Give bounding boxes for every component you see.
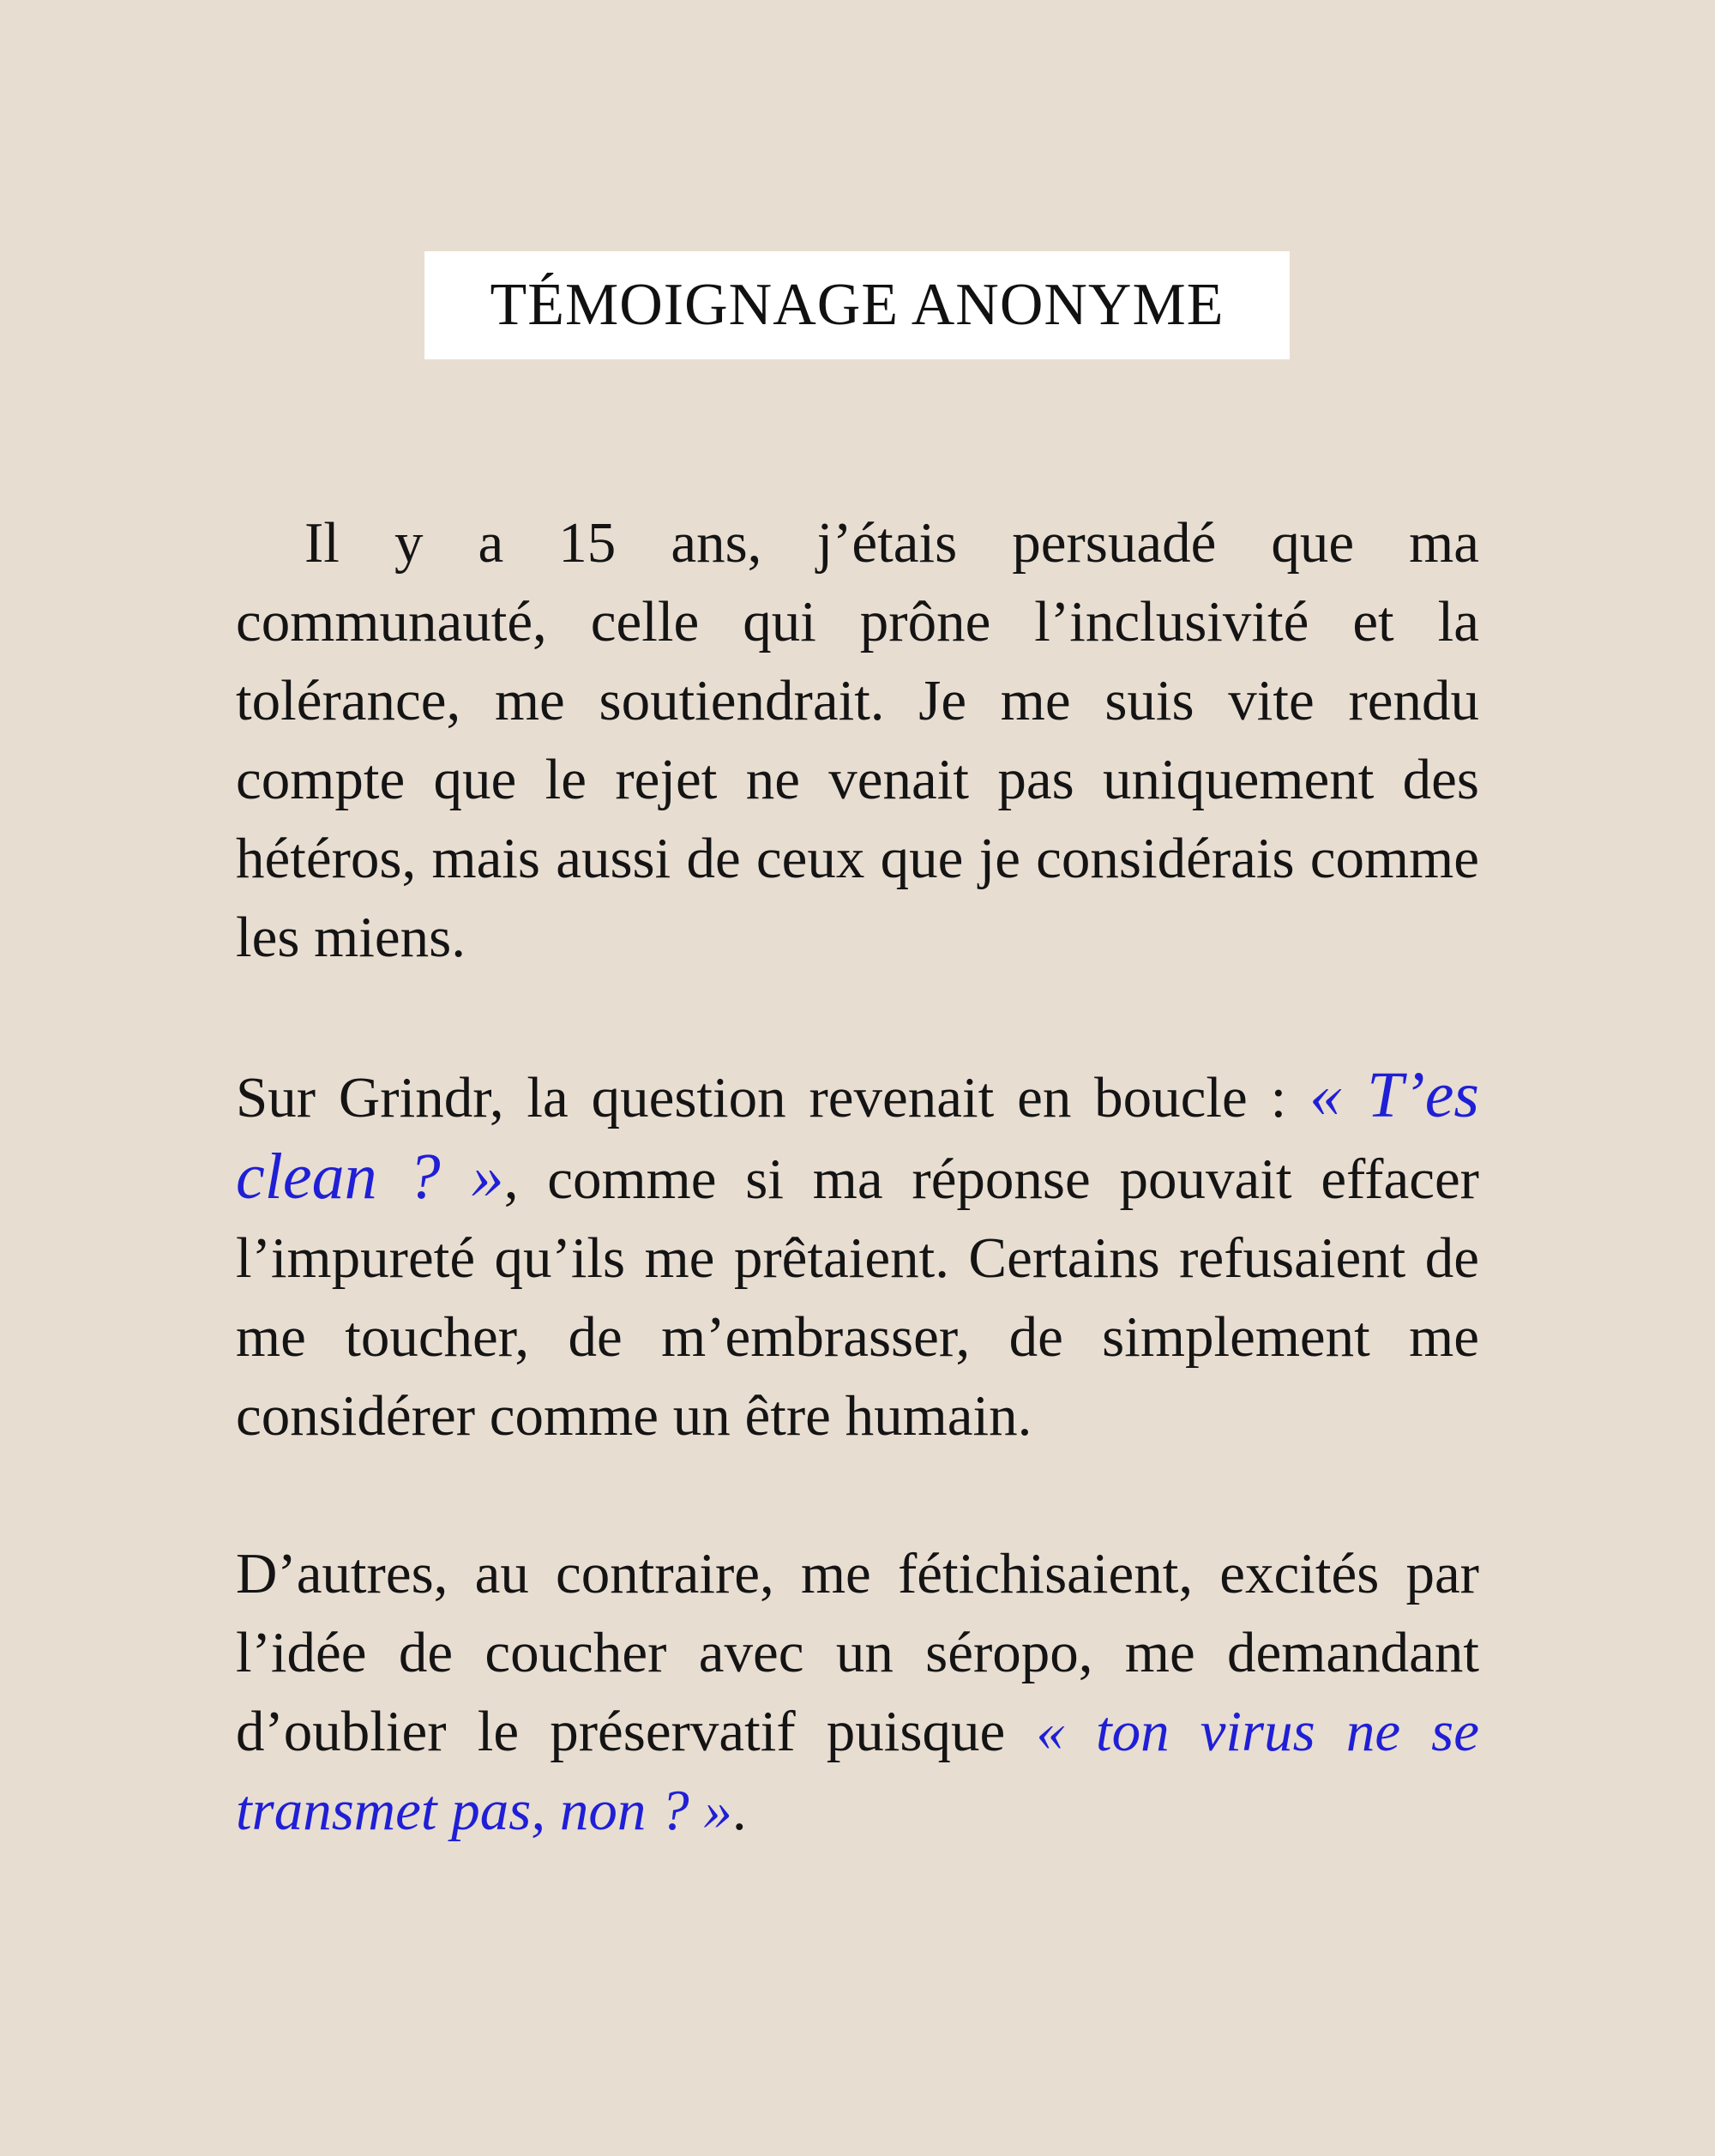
- page-title: TÉMOIGNAGE ANONYME: [490, 272, 1225, 338]
- paragraph-2-intro: Sur Grindr, la question revenait en boucle :: [236, 1066, 1310, 1129]
- paragraph-3-intro: D’autres, au contraire, me fétichisaient, excités par l’idée de coucher avec un séropo, me demandant d’oublier le préservatif puisque: [236, 1542, 1479, 1763]
- paragraph-2-quote: « T’es clean ? »: [236, 1059, 1479, 1213]
- paragraph-3-quote: « ton virus ne se transmet pas, non ? »: [236, 1700, 1479, 1842]
- paragraph-3-rest: .: [731, 1779, 747, 1842]
- paragraph-2: [236, 1056, 1479, 1455]
- paragraph-1: Il y a 15 ans, j’étais persuadé que ma communauté, celle qui prône l’inclusivité et la tolérance, me soutiendrait. Je me suis vite rendu compte que le rejet ne venait pas uniquement des hétéros, mais aussi de ceux que je considérais comme les miens.: [236, 511, 1479, 969]
- paragraph-3: [236, 1534, 1479, 1850]
- title-box: [424, 251, 1290, 359]
- paragraph-2-rest: , comme si ma réponse pouvait effacer l’impureté qu’ils me prêtaient. Certains refusaient de me toucher, de m’embrasser, de simplement me considérer comme un être humain.: [236, 1147, 1479, 1448]
- testimony-body: [236, 503, 1479, 1850]
